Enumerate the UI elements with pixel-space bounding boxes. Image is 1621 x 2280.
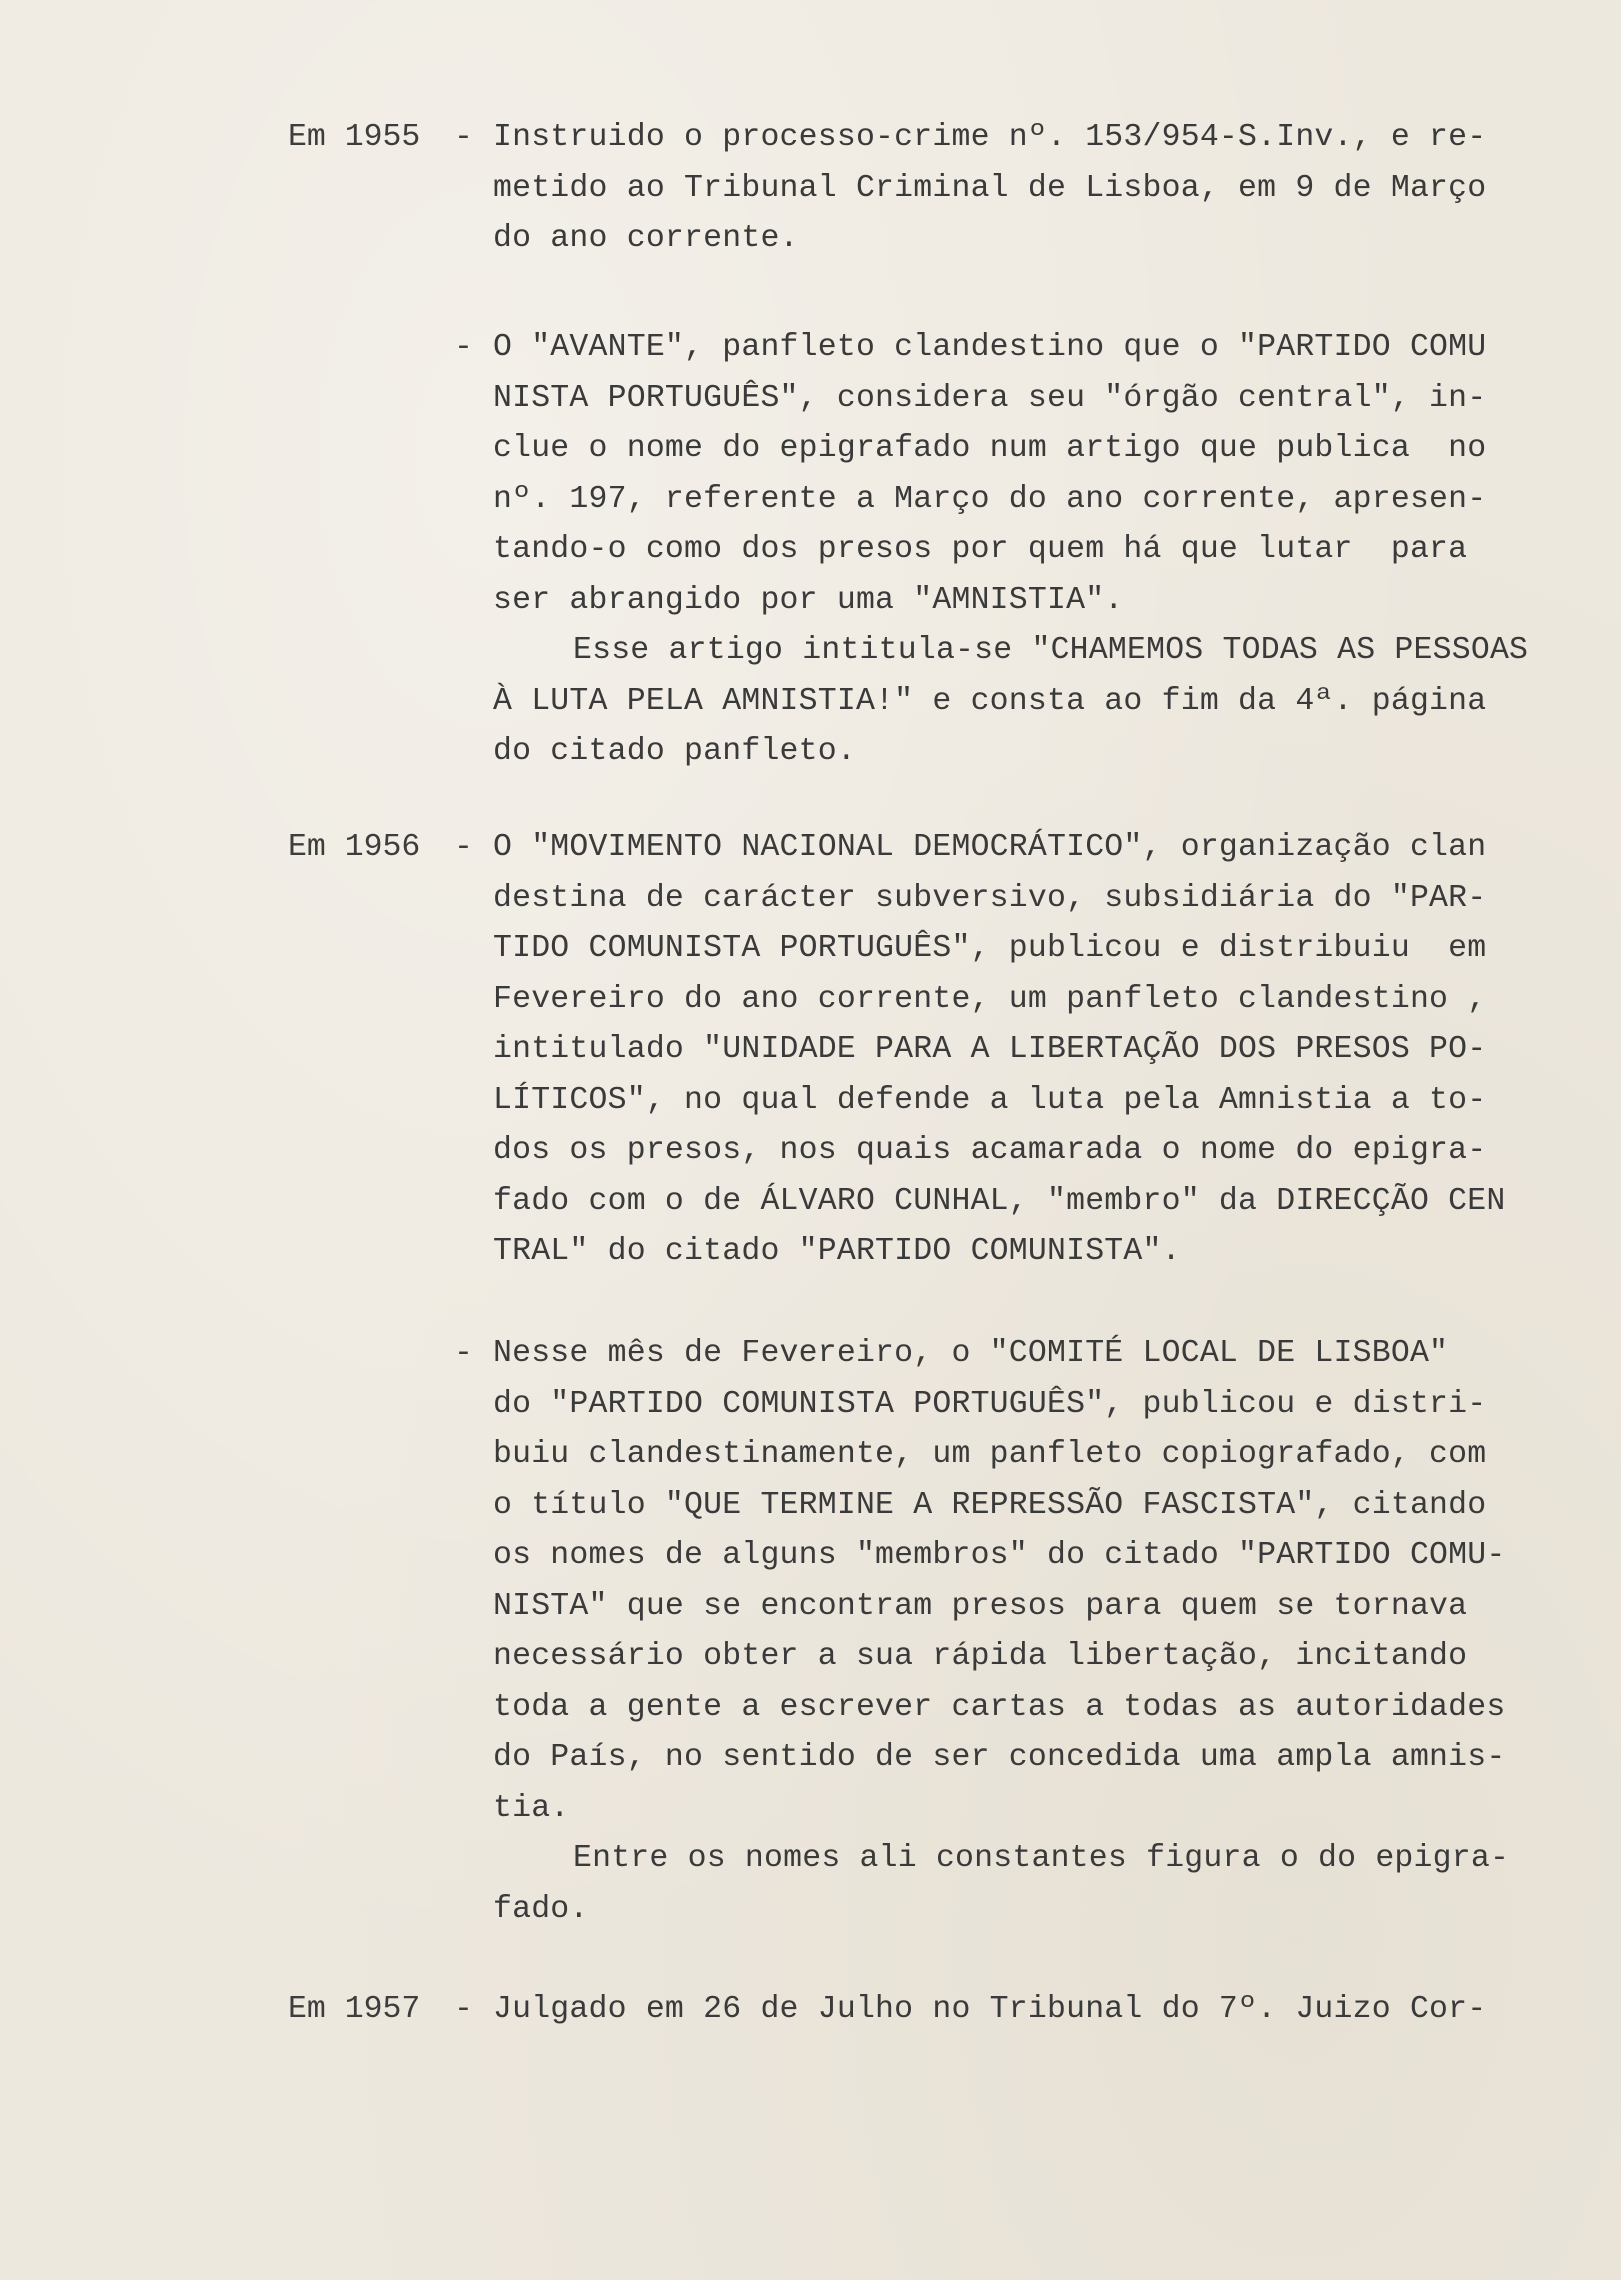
text-line: ser abrangido por uma "AMNISTIA". xyxy=(493,582,1124,618)
text-line: tia. xyxy=(493,1790,570,1826)
text-line: do "PARTIDO COMUNISTA PORTUGUÊS", publicou e distri- xyxy=(493,1386,1487,1422)
entry-paragraph xyxy=(493,1329,1573,1935)
entry-dash: - xyxy=(454,1336,473,1371)
text-line: os nomes de alguns "membros" do citado "PARTIDO COMU- xyxy=(493,1538,1506,1573)
entry-dash: - xyxy=(454,330,473,365)
entry-paragraph xyxy=(493,823,1573,1278)
text-line: necessário obter a sua rápida libertação, incitando xyxy=(493,1639,1468,1674)
text-line: TRAL" do citado "PARTIDO COMUNISTA". xyxy=(493,1234,1181,1269)
text-line: fado. xyxy=(493,1891,589,1927)
text-line: nº. 197, referente a Março do ano corrente, apresen- xyxy=(493,481,1487,517)
text-line: À LUTA PELA AMNISTIA!" e consta ao fim da 4ª. página xyxy=(493,683,1487,719)
entry-dash: - xyxy=(454,1992,473,2027)
text-line: toda a gente a escrever cartas a todas as autoridades xyxy=(493,1689,1506,1725)
text-line: NISTA" que se encontram presos para quem se tornava xyxy=(493,1588,1468,1624)
text-line: tando-o como dos presos por quem há que lutar para xyxy=(493,532,1468,567)
text-line-indented: Entre os nomes ali constantes figura o do epigra- xyxy=(573,1841,1510,1876)
text-line: Nesse mês de Fevereiro, o "COMITÉ LOCAL DE LISBOA" xyxy=(493,1336,1449,1371)
text-line: o título "QUE TERMINE A REPRESSÃO FASCISTA", citando xyxy=(493,1487,1487,1523)
text-line: Julgado em 26 de Julho no Tribunal do 7º. Juizo Cor- xyxy=(493,1992,1487,2027)
text-line: O "MOVIMENTO NACIONAL DEMOCRÁTICO", organização clan xyxy=(493,830,1487,865)
text-line: NISTA PORTUGUÊS", considera seu "órgão central", in- xyxy=(493,380,1487,416)
entry-paragraph xyxy=(493,113,1573,265)
text-line: destina de carácter subversivo, subsidiária do "PAR- xyxy=(493,880,1487,916)
text-line: clue o nome do epigrafado num artigo que publica no xyxy=(493,431,1487,466)
text-line: Fevereiro do ano corrente, um panfleto clandestino , xyxy=(493,981,1487,1017)
text-line: do citado panfleto. xyxy=(493,734,856,769)
text-line: metido ao Tribunal Criminal de Lisboa, em 9 de Março xyxy=(493,170,1487,206)
entry-paragraph xyxy=(493,323,1573,778)
entry-dash: - xyxy=(454,830,473,865)
text-line: LÍTICOS", no qual defende a luta pela Amnistia a to- xyxy=(493,1082,1487,1118)
text-line: do ano corrente. xyxy=(493,221,799,256)
text-line: fado com o de ÁLVARO CUNHAL, "membro" da DIRECÇÃO CEN xyxy=(493,1183,1506,1219)
text-line: intitulado "UNIDADE PARA A LIBERTAÇÃO DOS PRESOS PO- xyxy=(493,1032,1487,1067)
text-line: dos os presos, nos quais acamarada o nome do epigra- xyxy=(493,1133,1487,1168)
entry-year: Em 1957 xyxy=(288,1992,421,2027)
entry-dash: - xyxy=(454,120,473,155)
text-line: do País, no sentido de ser concedida uma ampla amnis- xyxy=(493,1740,1506,1775)
text-line: O "AVANTE", panfleto clandestino que o "PARTIDO COMU xyxy=(493,330,1487,365)
entry-year: Em 1956 xyxy=(288,830,421,865)
text-line-indented: Esse artigo intitula-se "CHAMEMOS TODAS AS PESSOAS xyxy=(573,633,1529,668)
text-line: buiu clandestinamente, um panfleto copiografado, com xyxy=(493,1437,1487,1472)
entry-year: Em 1955 xyxy=(288,120,421,155)
text-line: TIDO COMUNISTA PORTUGUÊS", publicou e distribuiu em xyxy=(493,931,1487,966)
text-line: Instruido o processo-crime nº. 153/954-S.Inv., e re- xyxy=(493,120,1487,155)
entry-paragraph xyxy=(493,1985,1573,2036)
